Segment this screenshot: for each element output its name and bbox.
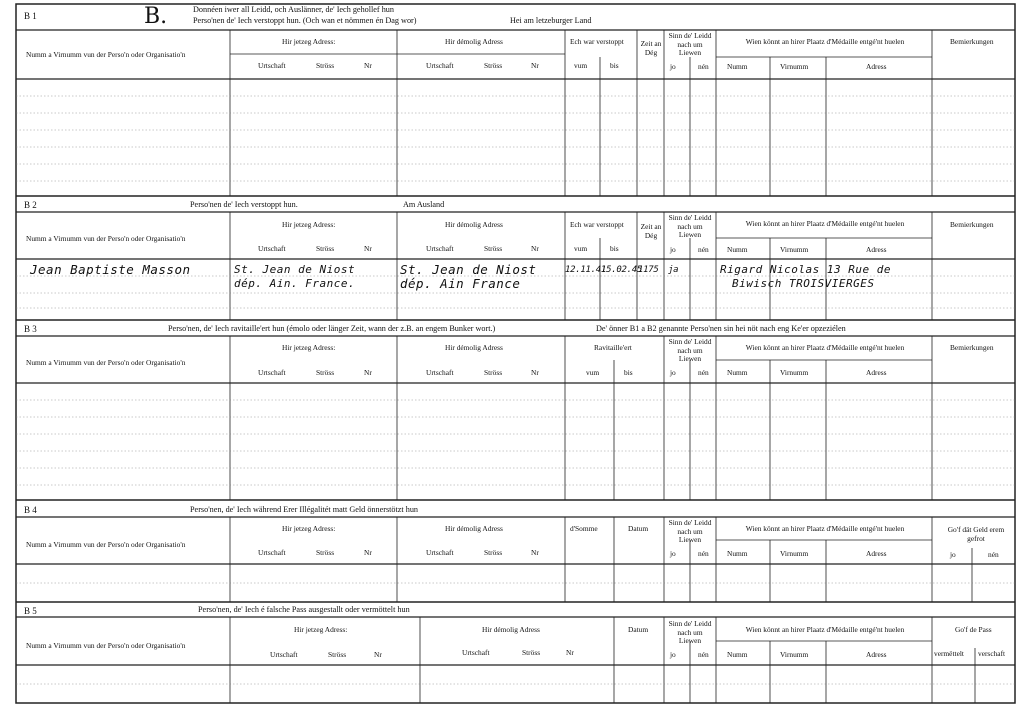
b3-medal-first: Virnumm bbox=[780, 368, 809, 377]
b3-from: vum bbox=[586, 368, 600, 377]
b2-place: Am Ausland bbox=[403, 200, 445, 209]
b4-name-header: Numm a Virnumm vun der Perso'n oder Organisatio'n bbox=[26, 540, 186, 549]
b2-former-address-header: Hir démolig Adress bbox=[445, 220, 503, 229]
b4-returned-yes: jo bbox=[950, 550, 956, 559]
b5-former-street: Ströss bbox=[522, 648, 541, 657]
b2-entry-alive: ja bbox=[668, 265, 679, 275]
b4-medal-header: Wien könnt an hirer Plaatz d'Médaille entgé'nt huelen bbox=[745, 524, 905, 533]
b2-medal-address: Adress bbox=[866, 245, 887, 254]
section-id-b3: B 3 bbox=[24, 324, 37, 334]
b2-current-address-header: Hir jetzeg Adress: bbox=[282, 220, 336, 229]
b5-date-header: Datum bbox=[628, 625, 649, 634]
b4-current-locality: Urtschaft bbox=[258, 548, 286, 557]
b4-alive-no: nén bbox=[698, 549, 709, 558]
b4-former-address-header: Hir démolig Adress bbox=[445, 524, 503, 533]
intro-line-2: Perso'nen de' Iech verstoppt hun. (Och wan et nömmen én Dag wor) bbox=[193, 16, 417, 25]
b5-medal-first: Virnumm bbox=[780, 650, 809, 659]
b5-medal-address: Adress bbox=[866, 650, 887, 659]
b1-remarks: Bemierkungen bbox=[950, 37, 994, 46]
b5-alive-header: Sinn de' Leidd nach um Liewen bbox=[668, 619, 712, 646]
b3-former-locality: Urtschaft bbox=[426, 368, 454, 377]
b2-entry-former-line1: St. Jean de Niost bbox=[400, 262, 537, 277]
b5-medal-name: Numm bbox=[727, 650, 748, 659]
b2-to: bis bbox=[610, 244, 619, 253]
b5-pass-header: Go'f de Pass bbox=[955, 625, 992, 634]
b5-alive-yes: jo bbox=[670, 650, 676, 659]
b3-current-number: Nr bbox=[364, 368, 372, 377]
b1-former-street: Ströss bbox=[484, 61, 503, 70]
b2-former-number: Nr bbox=[531, 244, 539, 253]
b5-medal-header: Wien könnt an hirer Plaatz d'Médaille entgé'nt huelen bbox=[745, 625, 905, 634]
b3-former-number: Nr bbox=[531, 368, 539, 377]
b5-current-address-header: Hir jetzeg Adress: bbox=[294, 625, 348, 634]
b2-entry-name: Jean Baptiste Masson bbox=[30, 262, 191, 277]
section-id-b4: B 4 bbox=[24, 505, 37, 515]
b5-current-locality: Urtschaft bbox=[270, 650, 298, 659]
b4-medal-address: Adress bbox=[866, 549, 887, 558]
section-id-b2: B 2 bbox=[24, 200, 37, 210]
b2-alive-no: nén bbox=[698, 245, 709, 254]
b2-hidden-header: Ech war verstoppt bbox=[570, 220, 624, 229]
b3-title: Perso'nen, de' Iech ravitaille'ert hun (émolo oder länger Zeit, wann der z.B. an engem Bunker wort.) bbox=[168, 324, 496, 333]
b5-name-header: Numm a Virnumm vun der Perso'n oder Organisatio'n bbox=[26, 641, 186, 650]
b1-to: bis bbox=[610, 61, 619, 70]
b1-duration-header: Zeit an Dég bbox=[640, 39, 662, 57]
b2-entry-medal-line2: Biwisch TROISVIERGES bbox=[732, 277, 875, 290]
b1-former-address-header: Hir démolig Adress bbox=[445, 37, 503, 46]
b3-medal-address: Adress bbox=[866, 368, 887, 377]
b1-name-header: Numm a Virnumm vun der Perso'n oder Organisatio'n bbox=[26, 50, 186, 59]
b2-duration-header: Zeit an Dég bbox=[640, 222, 662, 240]
b2-entry-current-line1: St. Jean de Niost bbox=[234, 263, 356, 276]
b2-name-header: Numm a Virnumm vun der Perso'n oder Organisatio'n bbox=[26, 234, 186, 243]
b3-alive-header: Sinn de' Leidd nach um Liewen bbox=[668, 337, 712, 364]
b1-alive-header: Sinn de' Leidd nach um Liewen bbox=[668, 31, 712, 58]
b3-note: De' önner B1 a B2 genannte Perso'nen sin hei nöt nach eng Ke'er opzeziélen bbox=[596, 324, 846, 333]
b4-medal-first: Virnumm bbox=[780, 549, 809, 558]
b4-medal-name: Numm bbox=[727, 549, 748, 558]
b2-medal-first: Virnumm bbox=[780, 245, 809, 254]
b2-former-locality: Urtschaft bbox=[426, 244, 454, 253]
b4-current-number: Nr bbox=[364, 548, 372, 557]
b2-medal-header: Wien könnt an hirer Plaatz d'Médaille entgé'nt huelen bbox=[745, 219, 905, 228]
b4-former-number: Nr bbox=[531, 548, 539, 557]
b4-former-street: Ströss bbox=[484, 548, 503, 557]
b1-medal-name: Numm bbox=[727, 62, 748, 71]
b1-current-street: Ströss bbox=[316, 61, 335, 70]
b2-entry-former-line2: dép. Ain France bbox=[400, 276, 521, 291]
b2-current-street: Ströss bbox=[316, 244, 335, 253]
b2-alive-header: Sinn de' Leidd nach um Liewen bbox=[668, 213, 712, 240]
b1-current-locality: Urtschaft bbox=[258, 61, 286, 70]
b4-returned-header: Go'f dät Geld erem gefrot bbox=[947, 525, 1005, 543]
intro-line-1: Donnéen iwer all Leidd, och Auslänner, de' Iech gehollef hun bbox=[193, 5, 394, 14]
b2-entry-current-line2: dép. Ain. France. bbox=[234, 277, 356, 290]
b2-entry-to: 15.02.45 bbox=[601, 265, 642, 275]
b5-former-address-header: Hir démolig Adress bbox=[482, 625, 540, 634]
b1-current-address-header: Hir jetzeg Adress: bbox=[282, 37, 336, 46]
b4-current-address-header: Hir jetzeg Adress: bbox=[282, 524, 336, 533]
b1-former-number: Nr bbox=[531, 61, 539, 70]
b2-alive-yes: jo bbox=[670, 245, 676, 254]
b2-title: Perso'nen de' Iech verstoppt hun. bbox=[190, 200, 298, 209]
b4-title: Perso'nen, de' Iech während Erer Illégalitét matt Geld önnerstötzt hun bbox=[190, 505, 419, 514]
b5-former-locality: Urtschaft bbox=[462, 648, 490, 657]
b4-former-locality: Urtschaft bbox=[426, 548, 454, 557]
b2-former-street: Ströss bbox=[484, 244, 503, 253]
b3-current-address-header: Hir jetzeg Adress: bbox=[282, 343, 336, 352]
section-id-b5: B 5 bbox=[24, 606, 37, 616]
b5-pass-arranged: vermëttelt bbox=[934, 649, 964, 658]
b2-current-locality: Urtschaft bbox=[258, 244, 286, 253]
b4-alive-header: Sinn de' Leidd nach um Liewen bbox=[668, 518, 712, 545]
b2-entry-medal-line1: Rigard Nicolas 13 Rue de bbox=[720, 263, 891, 276]
b1-alive-yes: jo bbox=[670, 62, 676, 71]
b1-alive-no: nén bbox=[698, 62, 709, 71]
b3-remarks: Bemierkungen bbox=[950, 343, 994, 352]
b4-returned-no: nén bbox=[988, 550, 999, 559]
b1-from: vum bbox=[574, 61, 588, 70]
b2-remarks: Bemierkungen bbox=[950, 220, 994, 229]
b4-date-header: Datum bbox=[628, 524, 649, 533]
b2-medal-name: Numm bbox=[727, 245, 748, 254]
b4-sum-header: d'Somme bbox=[570, 524, 598, 533]
b3-medal-header: Wien könnt an hirer Plaatz d'Médaille entgé'nt huelen bbox=[745, 343, 905, 352]
b1-former-locality: Urtschaft bbox=[426, 61, 454, 70]
b4-current-street: Ströss bbox=[316, 548, 335, 557]
b5-former-number: Nr bbox=[566, 648, 574, 657]
b2-entry-from: 12.11.41 bbox=[565, 265, 606, 275]
b5-alive-no: nén bbox=[698, 650, 709, 659]
b2-current-number: Nr bbox=[364, 244, 372, 253]
b4-alive-yes: jo bbox=[670, 549, 676, 558]
b5-current-street: Ströss bbox=[328, 650, 347, 659]
b1-medal-header: Wien könnt an hirer Plaatz d'Médaille entgé'nt huelen bbox=[745, 37, 905, 46]
b1-current-number: Nr bbox=[364, 61, 372, 70]
b3-former-address-header: Hir démolig Adress bbox=[445, 343, 503, 352]
b2-entry-days: 1175 bbox=[638, 265, 659, 275]
b1-medal-first: Virnumm bbox=[780, 62, 809, 71]
b1-hidden-header: Ech war verstoppt bbox=[570, 37, 624, 46]
section-id-b1: B 1 bbox=[24, 11, 37, 21]
b3-current-locality: Urtschaft bbox=[258, 368, 286, 377]
b5-pass-issued: verschaft bbox=[978, 649, 1006, 658]
b3-medal-name: Numm bbox=[727, 368, 748, 377]
b1-medal-address: Adress bbox=[866, 62, 887, 71]
b3-former-street: Ströss bbox=[484, 368, 503, 377]
b2-from: vum bbox=[574, 244, 588, 253]
intro-place: Hei am letzeburger Land bbox=[510, 16, 592, 25]
b3-name-header: Numm a Virnumm vun der Perso'n oder Organisatio'n bbox=[26, 358, 186, 367]
b5-title: Perso'nen, de' Iech é falsche Pass ausgestallt oder vermöttelt hun bbox=[198, 605, 410, 614]
b3-supplied-header: Ravitaille'ert bbox=[594, 343, 632, 352]
form-letter: B. bbox=[144, 4, 168, 29]
b5-current-number: Nr bbox=[374, 650, 382, 659]
b3-alive-no: nén bbox=[698, 368, 709, 377]
b3-current-street: Ströss bbox=[316, 368, 335, 377]
b3-alive-yes: jo bbox=[670, 368, 676, 377]
b3-to: bis bbox=[624, 368, 633, 377]
